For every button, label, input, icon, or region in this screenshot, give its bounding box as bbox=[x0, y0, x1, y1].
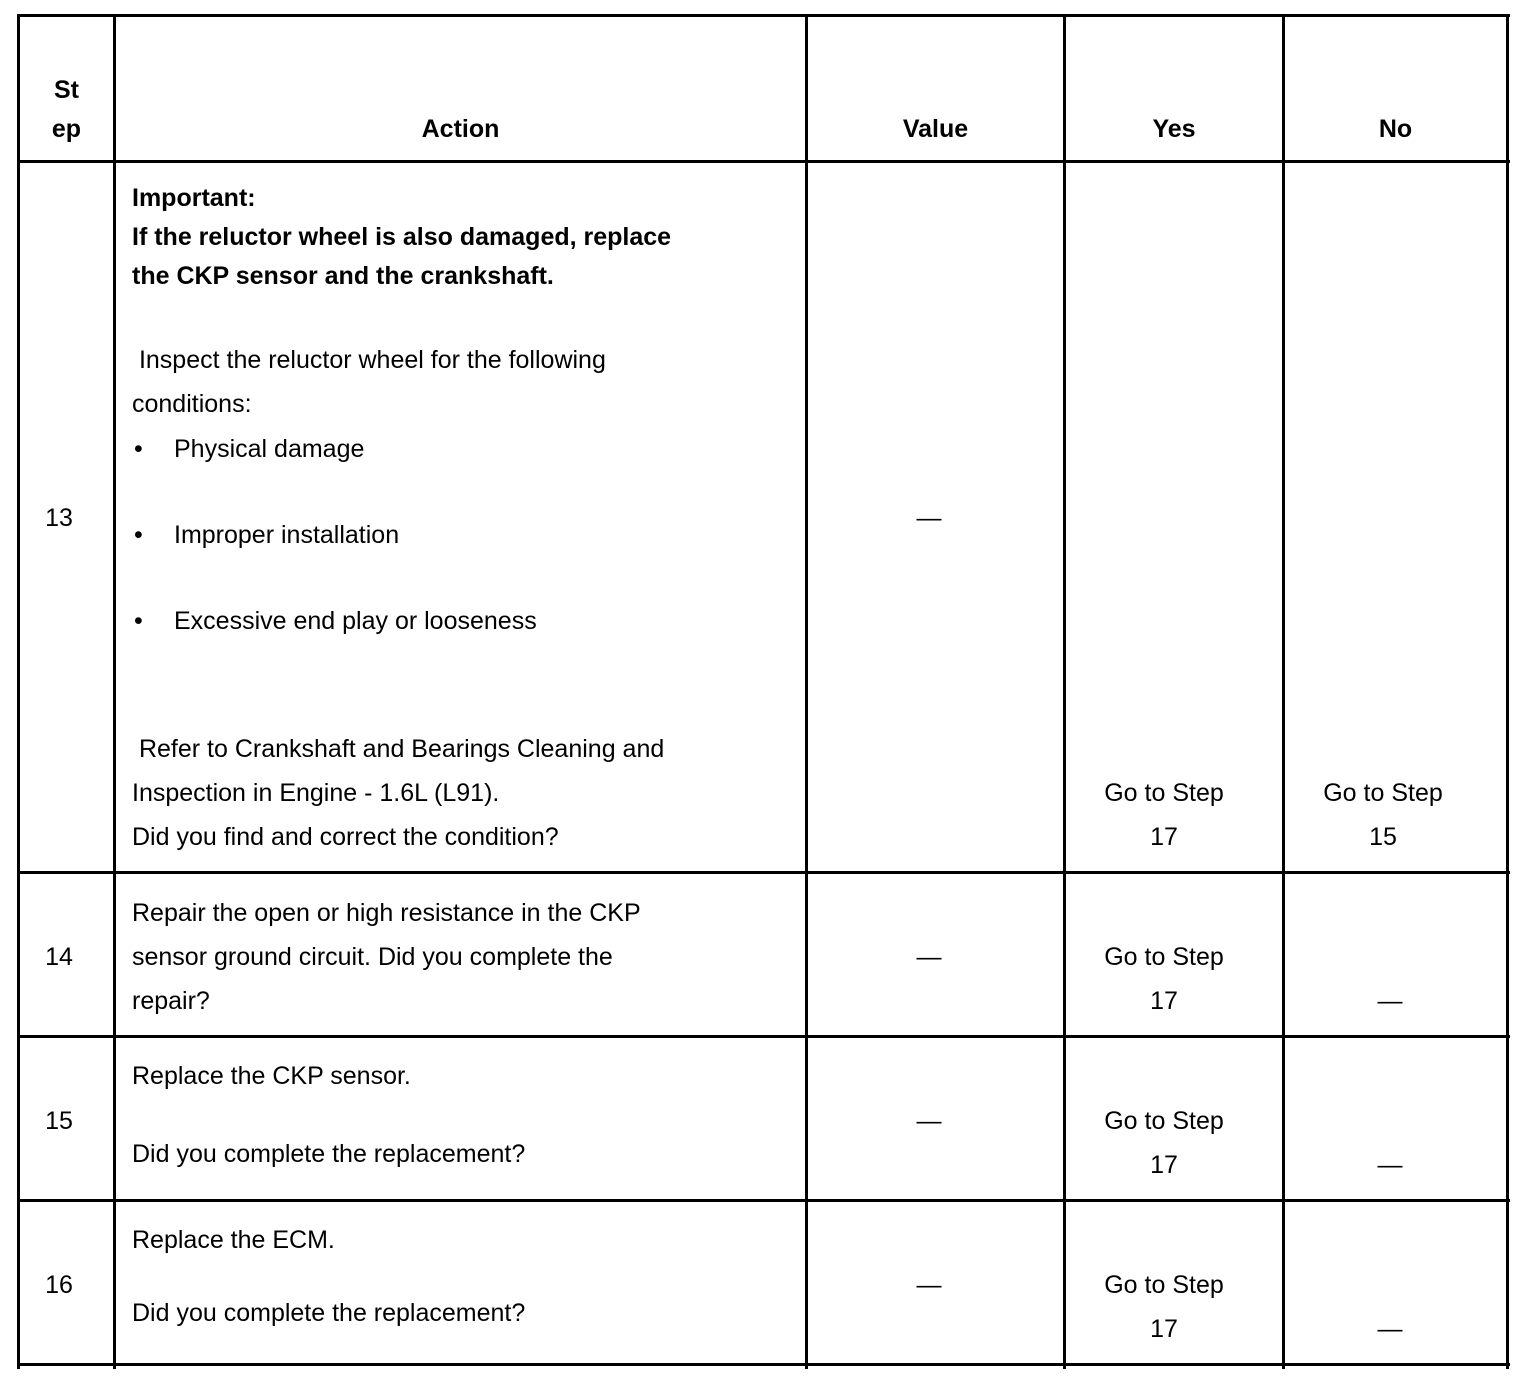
header-value: Value bbox=[902, 115, 969, 143]
header-yes: Yes bbox=[1152, 115, 1196, 143]
row-13-important-title: Important: bbox=[132, 184, 256, 212]
row-14-no: — bbox=[1377, 987, 1403, 1015]
row-14-step: 14 bbox=[45, 943, 73, 971]
row-divider-13-14 bbox=[17, 871, 1510, 874]
bullet-icon: • bbox=[134, 435, 143, 463]
row-13-refer-line-1: Refer to Crankshaft and Bearings Cleaning and bbox=[132, 735, 665, 763]
table-border-left bbox=[17, 14, 20, 1369]
row-16-yes-line-1: Go to Step bbox=[1104, 1271, 1224, 1299]
bullet-icon: • bbox=[134, 607, 143, 635]
row-divider-15-16 bbox=[17, 1199, 1510, 1202]
bullet-icon: • bbox=[134, 521, 143, 549]
bullet-label: Physical damage bbox=[174, 435, 365, 463]
column-divider-step-action bbox=[113, 14, 116, 1369]
header-step-line-1: St bbox=[54, 76, 79, 104]
row-13-yes-line-1: Go to Step bbox=[1104, 779, 1224, 807]
row-14-yes-line-2: 17 bbox=[1150, 987, 1178, 1015]
row-13-no-line-2: 15 bbox=[1369, 823, 1397, 851]
header-action: Action bbox=[421, 115, 500, 143]
row-13-refer-line-3: Did you find and correct the condition? bbox=[132, 823, 559, 851]
row-15-value: — bbox=[916, 1107, 942, 1135]
row-14-action-line-2: sensor ground circuit. Did you complete the bbox=[132, 943, 613, 971]
row-16-no: — bbox=[1377, 1315, 1403, 1343]
row-15-yes-line-1: Go to Step bbox=[1104, 1107, 1224, 1135]
row-14-action-line-3: repair? bbox=[132, 987, 210, 1015]
row-13-important-line-2: the CKP sensor and the crankshaft. bbox=[132, 262, 554, 290]
row-15-yes-line-2: 17 bbox=[1150, 1151, 1178, 1179]
row-16-action-line-2: Did you complete the replacement? bbox=[132, 1299, 526, 1327]
row-13-step: 13 bbox=[45, 504, 73, 532]
header-no: No bbox=[1378, 115, 1413, 143]
row-13-yes-line-2: 17 bbox=[1150, 823, 1178, 851]
row-14-value: — bbox=[916, 943, 942, 971]
row-13-important-line-1: If the reluctor wheel is also damaged, replace bbox=[132, 223, 672, 251]
table-border-right bbox=[1506, 14, 1509, 1369]
row-15-action-line-1: Replace the CKP sensor. bbox=[132, 1062, 411, 1090]
header-divider bbox=[17, 160, 1510, 163]
row-13-value: — bbox=[916, 504, 942, 532]
row-16-value: — bbox=[916, 1271, 942, 1299]
row-divider-14-15 bbox=[17, 1035, 1510, 1038]
row-14-yes-line-1: Go to Step bbox=[1104, 943, 1224, 971]
row-16-action-line-1: Replace the ECM. bbox=[132, 1226, 335, 1254]
header-step-line-2: ep bbox=[51, 115, 82, 143]
table-border-bottom bbox=[17, 1363, 1510, 1366]
row-13-inspect-line-2: conditions: bbox=[132, 390, 252, 418]
row-15-no: — bbox=[1377, 1151, 1403, 1179]
bullet-label: Excessive end play or looseness bbox=[174, 607, 537, 635]
row-14-action-line-1: Repair the open or high resistance in the CKP bbox=[132, 899, 641, 927]
table-border-top bbox=[17, 14, 1510, 17]
column-divider-action-value bbox=[805, 14, 808, 1369]
row-16-yes-line-2: 17 bbox=[1150, 1315, 1178, 1343]
row-13-inspect-line-1: Inspect the reluctor wheel for the following bbox=[132, 346, 606, 374]
row-13-no-line-1: Go to Step bbox=[1323, 779, 1443, 807]
row-13-refer-line-2: Inspection in Engine - 1.6L (L91). bbox=[132, 779, 500, 807]
row-15-action-line-2: Did you complete the replacement? bbox=[132, 1140, 526, 1168]
row-15-step: 15 bbox=[45, 1107, 73, 1135]
row-16-step: 16 bbox=[45, 1271, 73, 1299]
bullet-label: Improper installation bbox=[174, 521, 400, 549]
